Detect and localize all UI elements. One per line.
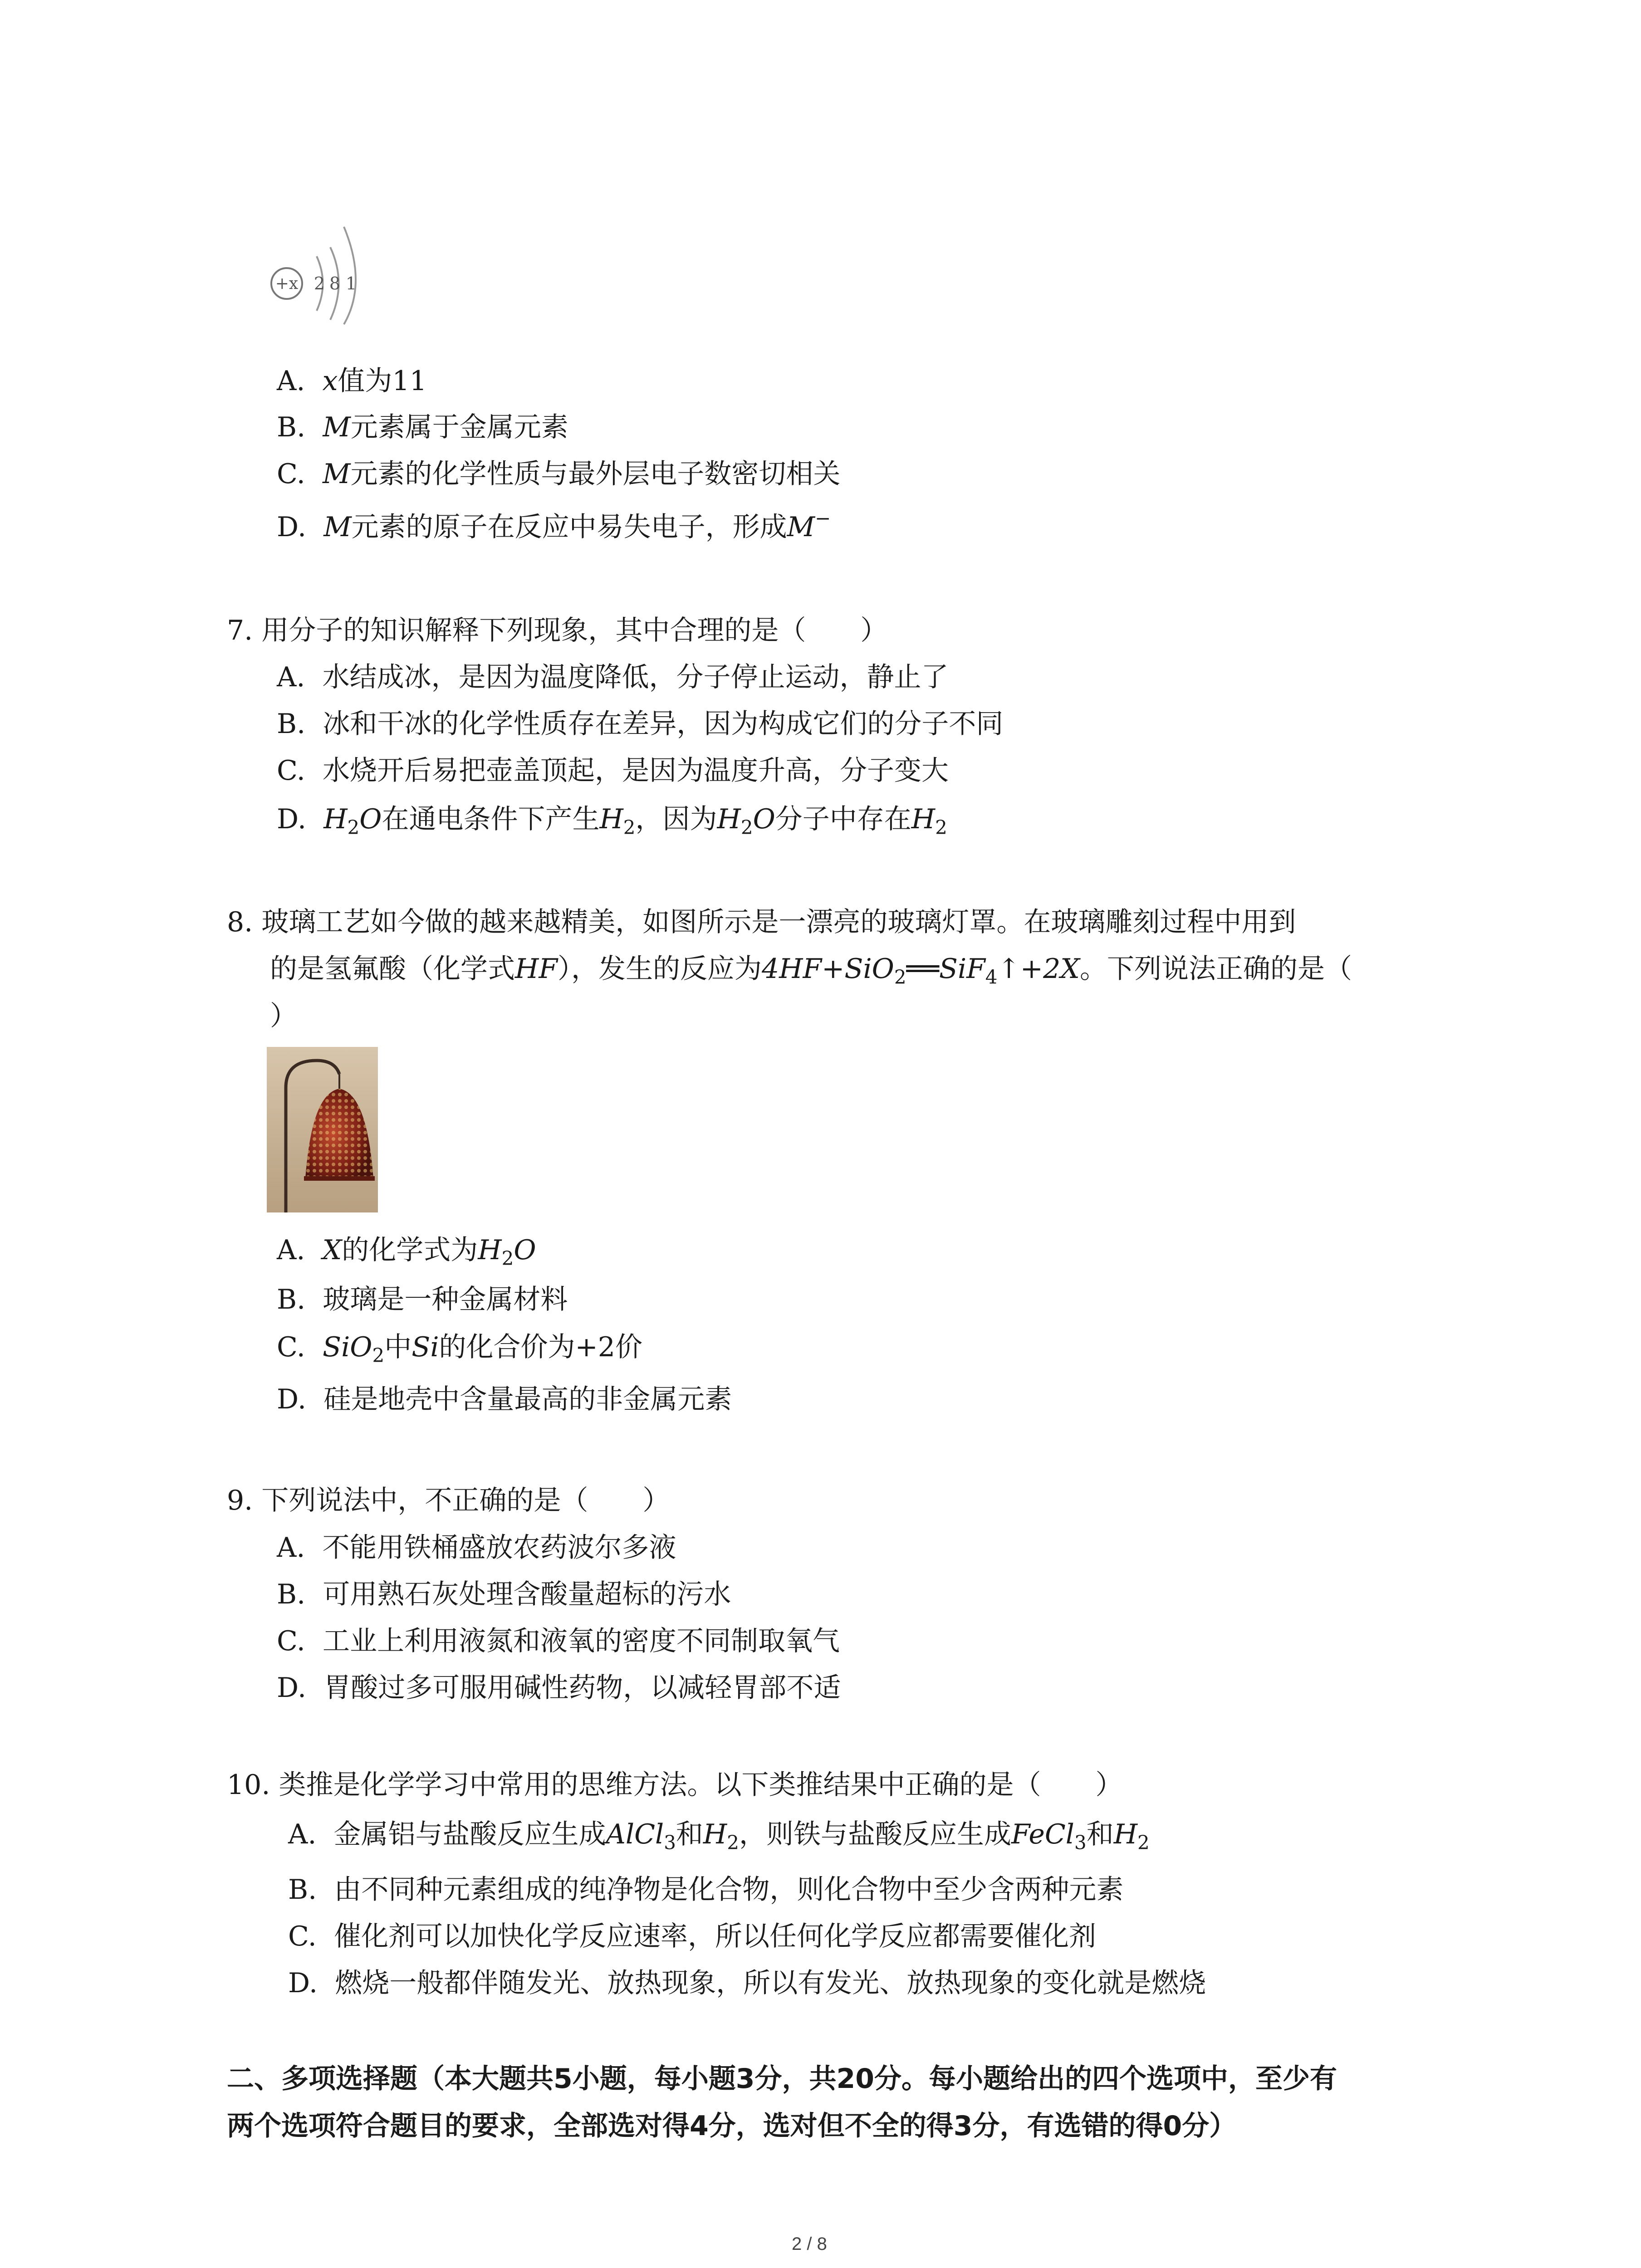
q7-option-a[interactable] [277, 659, 949, 695]
stem-text: 。下列说法正确的是（ [1079, 953, 1352, 985]
q7-option-d[interactable] [277, 801, 947, 837]
option-text: 硅是地壳中含量最高的非金属元素 [323, 1383, 732, 1415]
q9-option-b[interactable] [277, 1576, 731, 1613]
option-text: 金属铝与盐酸反应生成 [333, 1818, 606, 1850]
q6-option-a[interactable] [277, 363, 427, 399]
option-letter: C. [277, 1625, 305, 1657]
option-text: 燃烧一般都伴随发光、放热现象，所以有发光、放热现象的变化就是燃烧 [335, 1967, 1206, 1999]
formula-h: H [1113, 1818, 1138, 1850]
question-text: 用分子的知识解释下列现象，其中合理的是（ ） [261, 615, 888, 646]
question-text: 玻璃工艺如今做的越来越精美，如图所示是一漂亮的玻璃灯罩。在玻璃雕刻过程中用到 [261, 906, 1296, 938]
option-text: 胃酸过多可服用碱性药物，以减轻胃部不适 [323, 1672, 841, 1704]
option-text: 中 [384, 1331, 412, 1363]
shell-electrons-1: 2 [314, 274, 325, 293]
option-text: 和 [1086, 1818, 1114, 1850]
option-letter: D. [288, 1967, 318, 1999]
q9-option-a[interactable] [277, 1530, 676, 1566]
option-letter: A. [277, 1532, 305, 1564]
formula-o: O [359, 803, 382, 835]
variable: X [322, 1234, 342, 1266]
section-heading-text: 二、多项选择题（本大题共5小题，每小题3分，共20分。每小题给出的四个选项中，至少有 [227, 2063, 1337, 2095]
subscript: 4 [985, 966, 998, 988]
subscript: 2 [372, 1344, 385, 1367]
option-letter: C. [288, 1921, 317, 1952]
option-letter: A. [277, 661, 305, 693]
option-text: ，则铁与盐酸反应生成 [739, 1818, 1011, 1850]
formula-h: H [478, 1234, 502, 1266]
formula-h: H [703, 1818, 727, 1850]
option-letter: C. [277, 458, 305, 490]
nucleus-label: +x [275, 274, 299, 293]
q7-option-c[interactable] [277, 753, 949, 789]
q10-option-b[interactable] [288, 1872, 1123, 1908]
ion-symbol: M [787, 511, 815, 543]
formula-h: H [717, 803, 741, 835]
q10-stem [227, 1767, 1123, 1803]
question-number: 8. [227, 906, 253, 938]
atom-structure-diagram [263, 213, 386, 327]
shade-rim [304, 1176, 375, 1181]
q9-option-d[interactable] [277, 1670, 841, 1706]
formula-alcl: AlCl [606, 1818, 664, 1850]
q8-stem-line2 [270, 951, 1352, 987]
q9-stem [227, 1482, 670, 1519]
option-text-part3: 分子中存在 [775, 803, 911, 835]
subscript: 2 [894, 966, 906, 988]
option-letter: A. [277, 365, 305, 397]
option-letter: C. [277, 1331, 305, 1363]
q6-option-b[interactable] [277, 409, 568, 445]
option-text: 元素的原子在反应中易失电子，形成 [351, 511, 787, 543]
q8-stem-line1 [227, 904, 1296, 940]
atom-diagram-svg [263, 213, 386, 327]
lampshade-svg [267, 1047, 378, 1212]
q8-option-d[interactable] [277, 1381, 732, 1418]
subscript: 2 [501, 1247, 514, 1270]
q7-stem [227, 612, 887, 649]
option-text: 工业上利用液氮和液氧的密度不同制取氧气 [323, 1625, 840, 1657]
q10-option-c[interactable] [288, 1918, 1096, 1955]
stem-text: ） [270, 1000, 297, 1032]
option-text: 值为11 [338, 365, 427, 397]
q8-option-c[interactable] [277, 1329, 642, 1365]
q10-option-a[interactable] [288, 1816, 1150, 1853]
option-text: 玻璃是一种金属材料 [323, 1284, 568, 1315]
q6-option-c[interactable] [277, 456, 840, 492]
option-text: 元素属于金属元素 [350, 411, 568, 443]
question-number: 10. [227, 1769, 270, 1801]
question-text: 下列说法中，不正确的是（ ） [261, 1485, 670, 1516]
option-letter: B. [277, 1284, 306, 1315]
option-letter: C. [277, 755, 305, 787]
formula-o: O [753, 803, 775, 835]
option-text: 元素的化学性质与最外层电子数密切相关 [350, 458, 841, 490]
gas-arrow: ↑ [997, 953, 1020, 985]
option-text: 不能用铁桶盛放农药波尔多液 [322, 1532, 676, 1564]
q8-option-b[interactable] [277, 1281, 568, 1318]
q9-option-c[interactable] [277, 1623, 840, 1659]
reaction-product: +2X [1020, 953, 1080, 985]
formula-sio: SiO [323, 1331, 372, 1363]
option-letter: A. [277, 1234, 305, 1266]
question-text: 类推是化学学习中常用的思维方法。以下类推结果中正确的是（ ） [279, 1769, 1123, 1801]
stem-text: 的是氢氟酸（化学式 [270, 953, 515, 985]
option-letter: D. [277, 1672, 307, 1704]
option-letter: D. [277, 511, 307, 543]
option-text: 的化学式为 [342, 1234, 478, 1266]
formula-h: H [599, 803, 623, 835]
subscript: 2 [347, 816, 360, 839]
subscript: 3 [1074, 1831, 1087, 1854]
formula-fecl: FeCl [1011, 1818, 1074, 1850]
question-number: 7. [227, 615, 253, 646]
variable: M [323, 458, 351, 490]
option-text-part1: 在通电条件下产生 [382, 803, 600, 835]
option-text: 可用熟石灰处理含酸量超标的污水 [323, 1579, 731, 1610]
option-letter: B. [288, 1874, 317, 1906]
variable: M [323, 411, 351, 443]
option-letter: D. [277, 803, 307, 835]
option-letter: B. [277, 708, 306, 740]
option-text: 水结成冰，是因为温度降低，分子停止运动，静止了 [322, 661, 949, 693]
formula-sif: SiF [939, 953, 985, 985]
section2-heading-line2 [227, 2108, 1236, 2144]
option-text: 和 [676, 1818, 703, 1850]
reaction-lhs: 4HF+SiO [761, 953, 894, 985]
glass-lampshade-image [267, 1047, 378, 1212]
formula-h: H [911, 803, 936, 835]
section2-heading-line1 [227, 2061, 1337, 2097]
option-letter: A. [288, 1818, 317, 1850]
ion-charge: − [815, 507, 831, 529]
variable: x [322, 365, 338, 397]
variable: M [323, 511, 352, 543]
reaction-equals: ══ [906, 953, 939, 985]
q8-option-a[interactable] [277, 1232, 536, 1268]
q10-option-d[interactable] [288, 1965, 1206, 2001]
subscript: 2 [740, 816, 753, 839]
subscript: 3 [664, 1831, 676, 1854]
stem-text: ），发生的反应为 [557, 953, 762, 985]
formula-si: Si [411, 1331, 439, 1363]
option-text: 催化剂可以加快化学反应速率，所以任何化学反应都需要催化剂 [334, 1921, 1096, 1952]
option-text: 水烧开后易把壶盖顶起，是因为温度升高，分子变大 [323, 755, 949, 787]
subscript: 2 [935, 816, 947, 839]
page-number: 2 / 8 [792, 2234, 827, 2254]
q7-option-b[interactable] [277, 706, 1003, 742]
subscript: 2 [727, 1831, 739, 1854]
shell-electrons-3: 1 [345, 274, 357, 293]
option-text: 的化合价为+2价 [439, 1331, 642, 1363]
option-text: 冰和干冰的化学性质存在差异，因为构成它们的分子不同 [323, 708, 1004, 740]
subscript: 2 [1137, 1831, 1150, 1854]
formula-h: H [323, 803, 348, 835]
option-letter: B. [277, 411, 306, 443]
formula-hf: HF [515, 953, 558, 985]
q6-option-d[interactable] [277, 509, 831, 545]
option-text: 由不同种元素组成的纯净物是化合物，则化合物中至少含两种元素 [334, 1874, 1124, 1906]
option-letter: D. [277, 1383, 307, 1415]
formula-o: O [514, 1234, 536, 1266]
shell-electrons-2: 8 [329, 274, 341, 293]
option-text-part2: ，因为 [635, 803, 717, 835]
q8-stem-line3 [270, 998, 297, 1034]
option-letter: B. [277, 1579, 306, 1610]
section-heading-text: 两个选项符合题目的要求，全部选对得4分，选对但不全的得3分，有选错的得0分） [227, 2110, 1237, 2142]
question-number: 9. [227, 1485, 253, 1516]
subscript: 2 [623, 816, 636, 839]
